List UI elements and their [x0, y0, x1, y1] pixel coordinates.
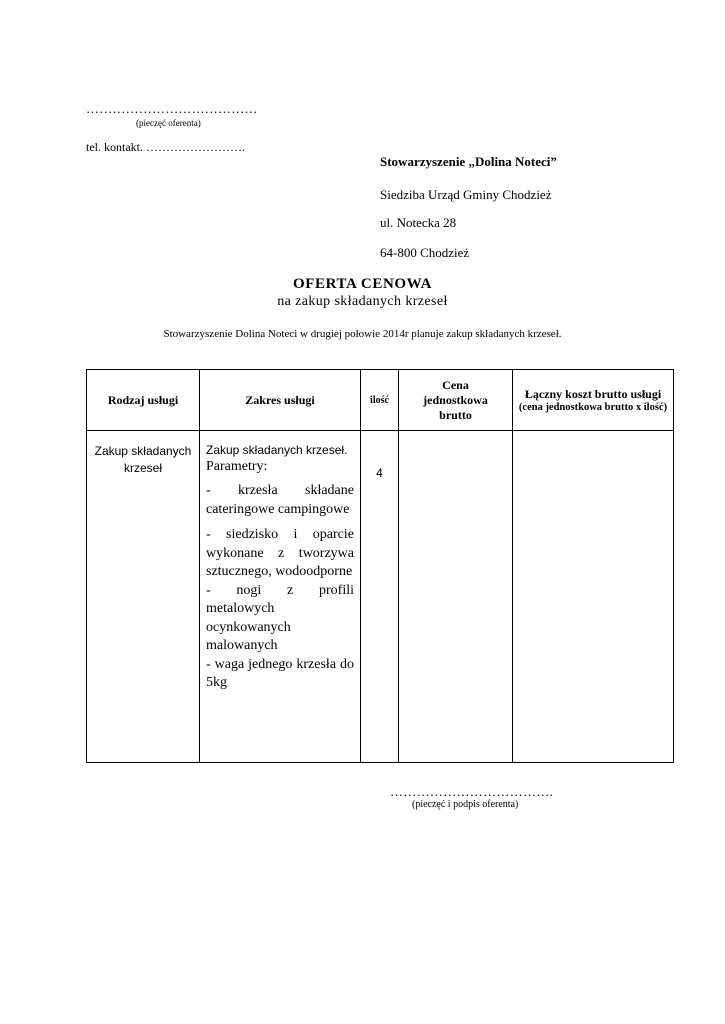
header-laczny-sub: (cena jednostkowa brutto x ilość) — [518, 401, 668, 413]
header-ilosc: ilość — [361, 370, 399, 431]
zakres-parameters-label: Parametry: — [206, 459, 268, 474]
contact-phone-line: tel. kontakt. ……………………. — [86, 140, 245, 154]
cell-zakres — [200, 431, 361, 763]
stamp-caption: (pieczęć oferenta) — [136, 118, 201, 128]
table-row — [87, 431, 674, 763]
intro-text: Stowarzyszenie Dolina Noteci w drugiej połowie 2014r planuje zakup składanych krzeseł. — [163, 328, 562, 340]
header-cena-line-2: jednostkowa — [423, 392, 488, 407]
signature-caption: (pieczęć i podpis oferenta) — [412, 799, 519, 810]
zakres-item-1: - krzesła składane cateringowe campingowe — [206, 483, 354, 517]
offer-table — [86, 369, 674, 763]
cell-ilosc: 4 — [361, 431, 399, 763]
zakres-item-3: - nogi z profili metalowych ocynkowanych malowanych — [206, 582, 354, 653]
recipient-name: Stowarzyszenie „Dolina Noteci” — [380, 154, 557, 169]
zakres-item-2: - siedzisko i oparcie wykonane z tworzywa sztucznego, wodoodporne — [206, 527, 354, 579]
header-cena-line-1: Cena — [442, 377, 469, 392]
recipient-address-line-2: ul. Notecka 28 — [380, 215, 457, 230]
header-zakres: Zakres usługi — [200, 370, 361, 431]
document-subtitle: na zakup składanych krzeseł — [277, 294, 448, 309]
header-laczny — [513, 370, 674, 431]
document-title: OFERTA CENOWA — [292, 276, 433, 292]
cell-rodzaj: Zakup składanych krzeseł — [87, 431, 200, 763]
stamp-dotted-line: ………………………………… — [86, 101, 258, 116]
zakres-item-4: - waga jednego krzesła do 5kg — [206, 656, 354, 690]
header-cena-line-3: brutto — [439, 407, 472, 422]
signature-dotted-line: ………………………………. — [390, 784, 554, 799]
recipient-address-line-1: Siedziba Urząd Gminy Chodzież — [380, 187, 552, 202]
cell-cena-input[interactable] — [399, 431, 513, 763]
header-laczny-main: Łączny koszt brutto usługi — [524, 386, 662, 401]
table-header-row — [87, 370, 674, 431]
cell-laczny-input[interactable] — [513, 431, 674, 763]
recipient-address-line-3: 64-800 Chodzież — [380, 245, 470, 260]
zakres-heading: Zakup składanych krzeseł. — [206, 443, 348, 457]
header-cena — [399, 370, 513, 431]
header-rodzaj: Rodzaj usługi — [87, 370, 200, 431]
